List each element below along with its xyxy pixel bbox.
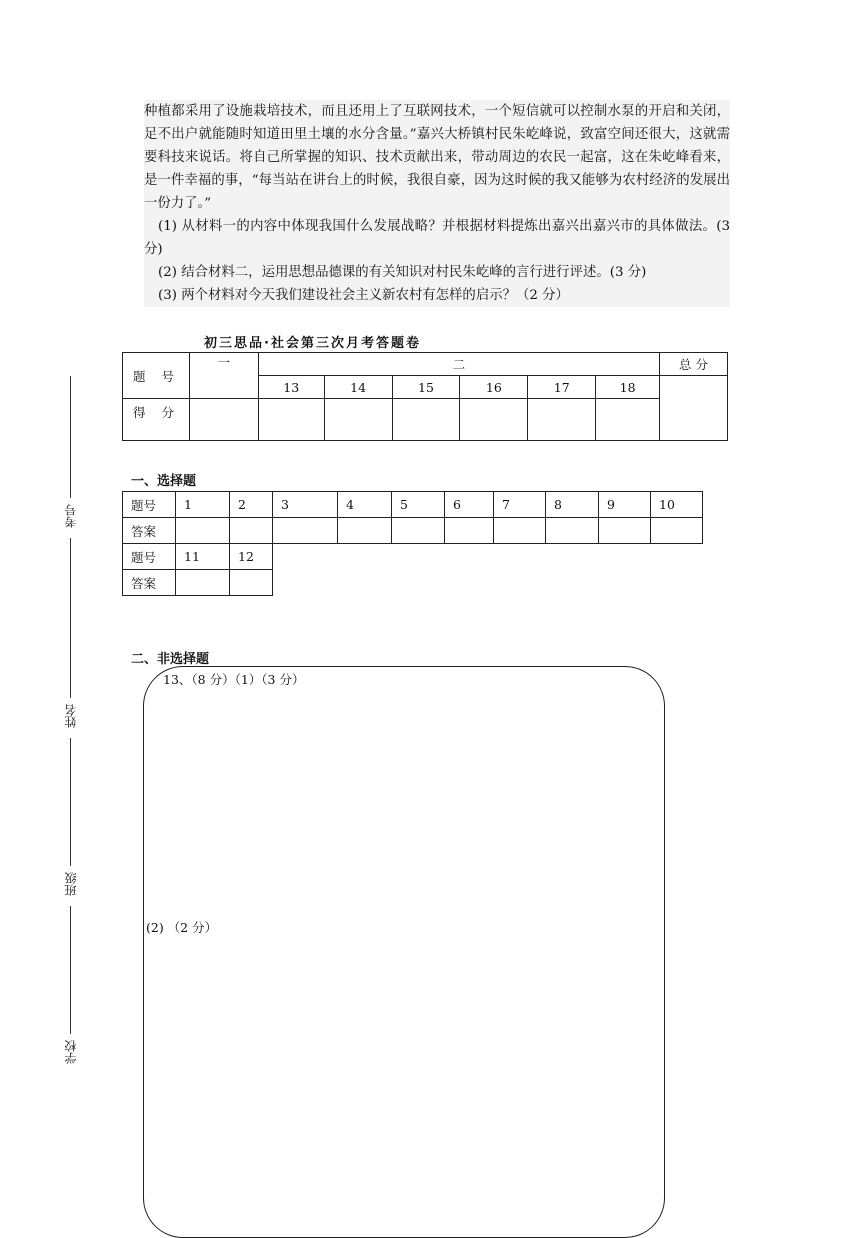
score-cell[interactable] [189,399,258,441]
score-cell[interactable] [528,399,596,441]
qnum-cell: 2 [230,492,273,518]
binding-line [70,538,71,698]
score-cell[interactable] [258,399,324,441]
question-1: (1) 从材料一的内容中体现我国什么发展战略？并根据材料提炼出嘉兴出嘉兴市的具体做法。(3 分) [144,219,730,257]
q13-label: 13、（8 分）（1）（3 分） [163,672,305,687]
sub-col: 14 [324,376,392,399]
answer-cell[interactable] [273,518,338,544]
part1-header: 一 [189,353,258,399]
qnum-cell: 10 [651,492,703,518]
part2-header: 二 [258,353,659,376]
qnum-cell: 1 [176,492,230,518]
sub-col: 17 [528,376,596,399]
exam-no-label: 考号 [64,504,78,528]
reading-passage [144,100,730,307]
qnum-cell: 12 [230,544,273,570]
answer-cell[interactable] [392,518,445,544]
sub-col: 15 [392,376,460,399]
score-cell[interactable] [392,399,460,441]
name-label: 姓名 [64,704,78,728]
binding-margin [40,376,100,1076]
answer-cell[interactable] [445,518,494,544]
empty-space [273,570,703,596]
answer-cell[interactable] [230,518,273,544]
section1-title: 一、选择题 [131,474,197,489]
school-label: 学校 [64,1040,78,1064]
answer-sheet-title: 初三思品·社会第三次月考答题卷 [204,336,421,351]
qnum-cell: 9 [599,492,651,518]
question-3: (3) 两个材料对今天我们建设社会主义新农村有怎样的启示？（2 分） [158,288,569,303]
class-label: 班级 [64,872,78,896]
binding-line [70,906,71,1034]
score-cell[interactable] [596,399,660,441]
sub-col: 16 [460,376,528,399]
score-table [122,352,728,441]
qnum-cell: 4 [338,492,392,518]
answer-row-label: 答案 [123,570,176,596]
empty-space [273,544,703,570]
passage-text: 种植都采用了设施栽培技术，而且还用上了互联网技术，一个短信就可以控制水泵的开启和关闭，足不出户就能随时知道田里土壤的水分含量。”嘉兴大桥镇村民朱屹峰说，致富空间还很大，这就需要科技来说话。将自己所掌握的知识、技术贡献出来，带动周边的农民一起富，这在朱屹峰看来，是一件幸福的事，“每当站在讲台上的时候，我很自豪，因为这时候的我又能够为农村经济的发展出一份力了。” [144,104,730,211]
total-cell[interactable] [660,376,728,441]
answer-cell[interactable] [230,570,273,596]
qnum-cell: 8 [546,492,599,518]
sub-col: 18 [596,376,660,399]
sub-col: 13 [258,376,324,399]
answer-cell[interactable] [599,518,651,544]
qnum-label: 题 号 [123,353,190,399]
qnum-row-label: 题号 [123,492,176,518]
answer-box[interactable] [143,666,665,1238]
answer-cell[interactable] [494,518,546,544]
q13-part2-label: (2) （2 分） [146,920,218,935]
qnum-cell: 3 [273,492,338,518]
qnum-cell: 7 [494,492,546,518]
score-label: 得 分 [123,399,190,441]
answer-cell[interactable] [176,570,230,596]
answer-cell[interactable] [338,518,392,544]
answer-cell[interactable] [651,518,703,544]
answer-cell[interactable] [176,518,230,544]
score-cell[interactable] [460,399,528,441]
answer-cell[interactable] [546,518,599,544]
qnum-row-label: 题号 [123,544,176,570]
binding-line [70,376,71,498]
question-2: (2) 结合材料二，运用思想品德课的有关知识对村民朱屹峰的言行进行评述。(3 分) [158,265,647,280]
answer-row-label: 答案 [123,518,176,544]
binding-line [70,738,71,866]
total-header: 总 分 [660,353,728,376]
multiple-choice-table [122,491,703,596]
qnum-cell: 6 [445,492,494,518]
qnum-cell: 11 [176,544,230,570]
qnum-cell: 5 [392,492,445,518]
section2-title: 二、非选择题 [131,652,210,667]
score-cell[interactable] [324,399,392,441]
